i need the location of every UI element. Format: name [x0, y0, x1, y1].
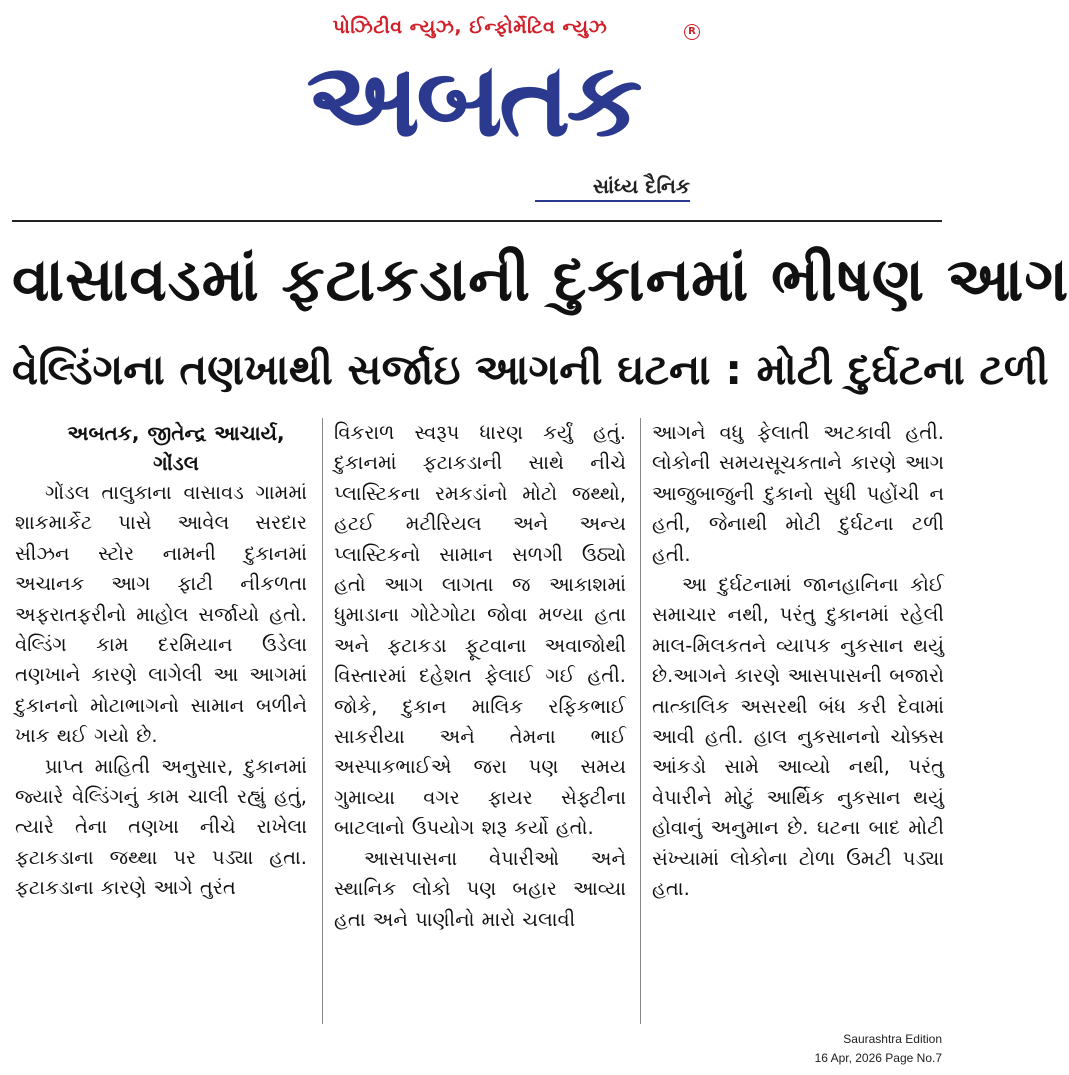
article-paragraph: વિકરાળ સ્વરૂપ ધારણ કર્યું હતું. દુકાનમાં ફટાકડાની સાથે નીચે પ્લાસ્ટિકના રમકડાંનો મોટો જથ્થો, હટઈ મટીરિયલ અને અન્ય પ્લાસ્ટિકનો સામાન સળગી ઉઠ્યો હતો આગ લાગતા જ આકાશમાં ધુમાડાના ગોટેગોટા જોવા મળ્યા હતા અને ફટાકડા ફૂટવાના અવાજોથી વિસ્તારમાં દહેશત ફેલાઈ ગઈ હતી. જોકે, દુકાન માલિક રફિકભાઈ સાકરીયા અને તેમના ભાઈ અસ્પાકભાઈએ જરા પણ સમય ગુમાવ્યા વગર ફાયર સેફ્ટીના બાટલાનો ઉપયોગ શરૂ કર્યો હતો.: [334, 421, 626, 840]
column-divider: [640, 418, 641, 1024]
article-column-2: [334, 418, 626, 1030]
article-paragraph: આગને વધુ ફેલાતી અટકાવી હતી. લોકોની સમયસૂચકતાને કારણે આગ આજુબાજુની દુકાનો સુધી પહોંચી ન હતી, જેનાથી મોટી દુર્ઘટના ટળી હતી.: [652, 421, 944, 566]
page-footer: [742, 1030, 942, 1070]
newspaper-logo: અબતક: [306, 41, 639, 160]
article-paragraph: પ્રાપ્ત માહિતી અનુસાર, દુકાનમાં જ્યારે વેલ્ડિંગનું કામ ચાલી રહ્યું હતું, ત્યારે તેના તણખા નીચે રાખેલા ફટાકડાના જથ્થા પર પડ્યા હતા. ફટાકડાના કારણે આગે તુરંત: [15, 754, 307, 900]
registered-mark-icon: R: [684, 24, 700, 40]
byline: અબતક, જીતેન્દ્ર આચાર્ય,: [67, 421, 285, 445]
article-headline: વાસાવડમાં ફટાકડાની દુકાનમાં ભીષણ આગ: [12, 245, 1069, 315]
byline-place: ગોંડલ: [153, 451, 199, 475]
article-subheadline: વેલ્ડિંગના તણખાથી સર્જાઇ આગની ઘટના : મોટી દુર્ઘટના ટળી: [12, 345, 1049, 394]
edition-type: સાંધ્ય દૈનિક: [592, 174, 690, 198]
article-column-3: [652, 418, 944, 1030]
column-divider: [322, 418, 323, 1024]
masthead-tagline: પોઝિટીવ ન્યુઝ, ઈન્ફોર્મેટિવ ન્યુઝ: [332, 16, 608, 38]
footer-edition: Saurashtra Edition: [843, 1032, 942, 1046]
footer-date-page: 16 Apr, 2026 Page No.7: [814, 1051, 942, 1065]
article-paragraph: આ દુર્ઘટનામાં જાનહાનિના કોઈ સમાચાર નથી, પરંતુ દુકાનમાં રહેલી માલ-મિલકતને વ્યાપક નુકસાન થયું છે.આગને કારણે આસપાસની બજારો તાત્કાલિક અસરથી બંધ કરી દેવામાં આવી હતી. હાલ નુકસાનનો ચોક્કસ આંકડો સામે આવ્યો નથી, પરંતુ વેપારીને મોટું આર્થિક નુકસાન થયું હોવાનું અનુમાન છે. ઘટના બાદ મોટી સંખ્યામાં લોકોના ટોળા ઉમટી પડ્યા હતા.: [652, 573, 944, 901]
masthead-divider: [12, 220, 942, 222]
article-column-1: [15, 418, 307, 1030]
article-paragraph: આસપાસના વેપારીઓ અને સ્થાનિક લોકો પણ બહાર આવ્યા હતા અને પાણીનો મારો ચલાવી: [334, 846, 626, 931]
masthead: [0, 0, 954, 212]
article-paragraph: ગોંડલ તાલુકાના વાસાવડ ગામમાં શાકમાર્કેટ પાસે આવેલ સરદાર સીઝન સ્ટોર નામની દુકાનમાં અચાનક આગ ફાટી નીકળતા અફરાતફરીનો માહોલ સર્જાયો હતો. વેલ્ડિંગ કામ દરમિયાન ઉડેલા તણખાને કારણે લાગેલી આ આગમાં દુકાનનો મોટાભાગનો સામાન બળીને ખાક થઈ ગયો છે.: [15, 481, 307, 748]
edition-type-underline: [535, 200, 690, 202]
